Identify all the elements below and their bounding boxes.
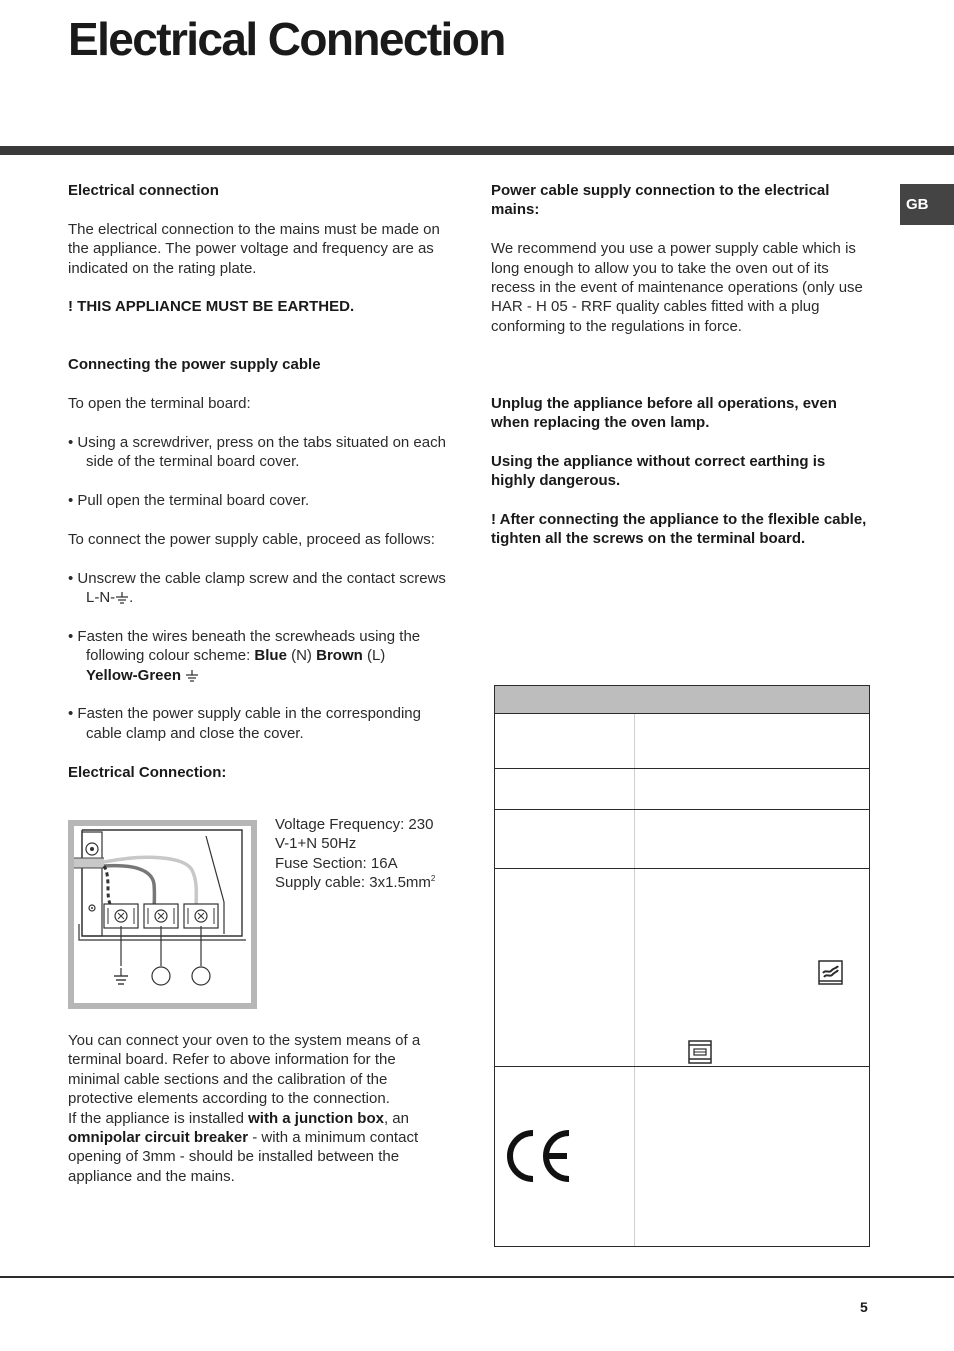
right-column xyxy=(491,181,871,568)
rating-table-row-divider xyxy=(495,1066,869,1067)
heading-connecting-cable: Connecting the power supply cable xyxy=(68,356,321,374)
rating-table-row-divider xyxy=(495,809,869,810)
rating-table-row-divider xyxy=(495,868,869,869)
spec-voltage-line2: V-1+N 50Hz xyxy=(275,835,357,853)
omnipolar-label: omnipolar circuit breaker xyxy=(68,1129,249,1147)
system-connection-text xyxy=(68,1031,448,1186)
warning-earthing: Using the appliance without correct earthing is highly dangerous. xyxy=(491,452,826,490)
rating-table-row-divider xyxy=(495,768,869,769)
bullet-pull-open: • Pull open the terminal board cover. xyxy=(68,492,310,509)
warning-tighten: ! After connecting the appliance to the flexible cable, tighten all the screws on the terminal board. xyxy=(491,511,867,548)
bullet-unscrew-end: . xyxy=(129,589,134,606)
earth-symbol-icon xyxy=(115,592,129,604)
earth-symbol-icon xyxy=(185,670,199,682)
ce-mark-icon xyxy=(505,1128,573,1184)
color-brown-label: Brown xyxy=(316,647,363,665)
system-2-pre: If the appliance is installed xyxy=(68,1109,249,1127)
heading-electrical-connection-spec: Electrical Connection: xyxy=(68,763,227,781)
system-2-post: - with a minimum contact opening of 3mm - should be installed between the appliance and the mains. xyxy=(68,1129,419,1185)
live-label: (L) xyxy=(362,647,386,665)
bullet-fasten-cable: • Fasten the power supply cable in the corresponding cable clamp and close the cover. xyxy=(68,705,421,742)
neutral-label: (N) xyxy=(286,647,317,665)
page-title: Electrical Connection xyxy=(68,13,505,65)
spec-voltage-line1: Voltage Frequency: 230 xyxy=(275,816,434,833)
spec-fuse: Fuse Section: 16A xyxy=(275,854,398,872)
footer-divider xyxy=(0,1276,954,1278)
page-number: 5 xyxy=(860,1299,868,1315)
paragraph-system-1: You can connect your oven to the system means of a terminal board. Refer to above information for the minimal cable sections and the calibration of the protective elements according to the connection. xyxy=(68,1032,421,1108)
heading-electrical-connection: Electrical connection xyxy=(68,182,219,199)
language-tab: GB xyxy=(900,184,954,225)
oven-symbol-icon xyxy=(688,1040,712,1064)
color-yellow-green-label: Yellow-Green xyxy=(86,666,182,684)
bullet-unscrew-text: • Unscrew the cable clamp screw and the contact screws L-N- xyxy=(68,569,446,606)
warning-earthed: ! THIS APPLIANCE MUST BE EARTHED. xyxy=(68,298,355,316)
paragraph-to-connect: To connect the power supply cable, proceed as follows: xyxy=(68,530,435,548)
bullet-unscrew xyxy=(68,569,448,608)
spec-supply xyxy=(275,873,455,892)
warning-unplug: Unplug the appliance before all operations, even when replacing the oven lamp. xyxy=(491,394,837,432)
bullet-fasten-wires xyxy=(68,627,448,685)
paragraph-system-2 xyxy=(68,1109,448,1187)
paragraph-recommend: We recommend you use a power supply cable which is long enough to allow you to take the oven out of its recess in the event of maintenance operations (only use HAR - H 05 - RRF quality cables fitted with a plug conforming to the regulations in force. xyxy=(491,240,863,335)
terminal-board-diagram xyxy=(68,820,257,1009)
left-column xyxy=(68,181,448,801)
bullet-screwdriver: • Using a screwdriver, press on the tabs situated on each side of the terminal board cover. xyxy=(68,433,446,471)
color-blue-label: Blue xyxy=(254,647,287,665)
spec-supply-sup: 2 xyxy=(430,874,436,884)
paragraph-open-terminal: To open the terminal board: xyxy=(68,395,251,412)
heading-power-cable: Power cable supply connection to the electrical mains: xyxy=(491,182,830,219)
rating-table xyxy=(494,685,870,1247)
electrical-spec xyxy=(275,815,455,893)
grill-symbol-icon xyxy=(818,960,843,985)
spec-supply-text: Supply cable: 3x1.5mm xyxy=(275,874,431,892)
header-divider xyxy=(0,146,954,155)
junction-box-label: with a junction box xyxy=(248,1109,384,1127)
system-2-mid: , an xyxy=(383,1109,409,1127)
paragraph-mains: The electrical connection to the mains must be made on the appliance. The power voltage and frequency are as indicated on the rating plate. xyxy=(68,220,440,277)
bullet-fasten-wires-text: • Fasten the wires beneath the screwheads using the following colour scheme: xyxy=(68,627,421,665)
rating-table-column-divider xyxy=(634,714,635,1246)
rating-table-header xyxy=(495,686,869,714)
terminal-board-drawing xyxy=(74,826,251,1003)
